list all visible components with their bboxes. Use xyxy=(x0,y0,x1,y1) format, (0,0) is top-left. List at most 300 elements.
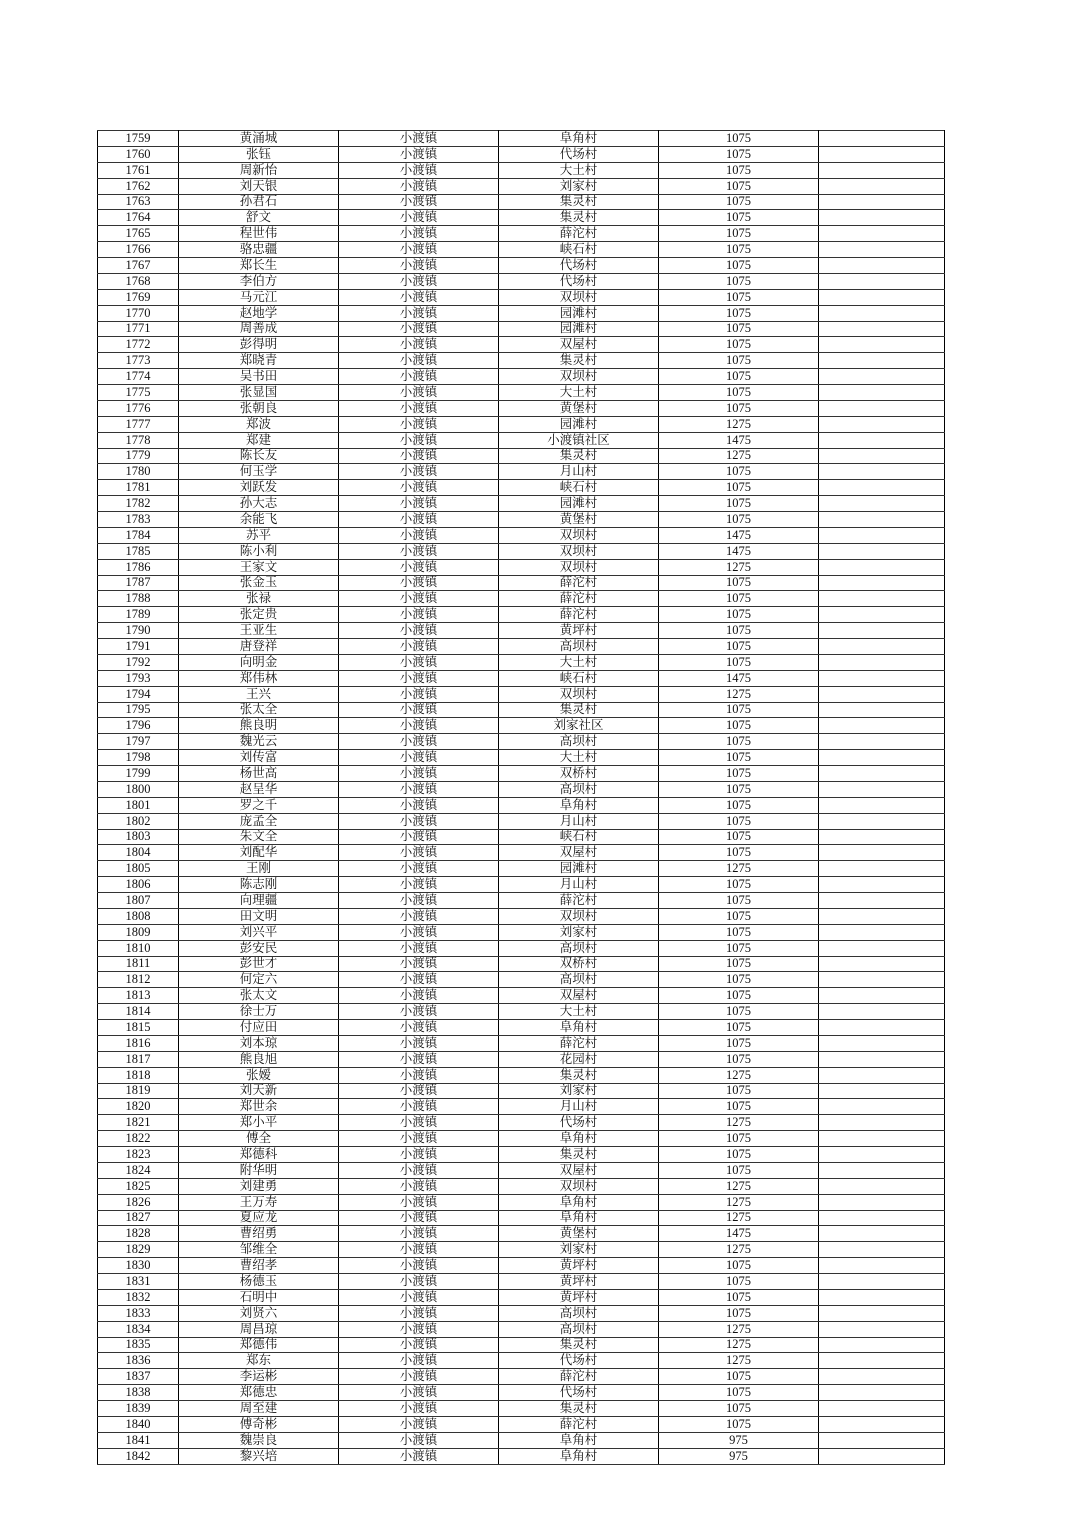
serial-cell: 1772 xyxy=(98,337,179,353)
blank-cell xyxy=(819,1020,945,1036)
serial-cell: 1815 xyxy=(98,1020,179,1036)
town-cell: 小渡镇 xyxy=(339,908,499,924)
amount-cell: 1075 xyxy=(659,718,819,734)
blank-cell xyxy=(819,385,945,401)
name-cell: 熊良旭 xyxy=(179,1051,339,1067)
name-cell: 彭世才 xyxy=(179,956,339,972)
serial-cell: 1795 xyxy=(98,702,179,718)
amount-cell: 1075 xyxy=(659,226,819,242)
table-row xyxy=(98,321,945,337)
amount-cell: 1275 xyxy=(659,416,819,432)
blank-cell xyxy=(819,226,945,242)
serial-cell: 1759 xyxy=(98,131,179,147)
village-cell: 黄堡村 xyxy=(499,1226,659,1242)
name-cell: 夏应龙 xyxy=(179,1210,339,1226)
village-cell: 集灵村 xyxy=(499,353,659,369)
amount-cell: 1075 xyxy=(659,1289,819,1305)
table-row xyxy=(98,877,945,893)
amount-cell: 1475 xyxy=(659,670,819,686)
blank-cell xyxy=(819,1321,945,1337)
serial-cell: 1766 xyxy=(98,242,179,258)
name-cell: 程世伟 xyxy=(179,226,339,242)
table-row xyxy=(98,305,945,321)
name-cell: 田文明 xyxy=(179,908,339,924)
amount-cell: 1075 xyxy=(659,289,819,305)
blank-cell xyxy=(819,337,945,353)
table-row xyxy=(98,1194,945,1210)
name-cell: 朱文全 xyxy=(179,829,339,845)
amount-cell: 1475 xyxy=(659,432,819,448)
name-cell: 吴书田 xyxy=(179,369,339,385)
town-cell: 小渡镇 xyxy=(339,924,499,940)
blank-cell xyxy=(819,289,945,305)
table-row xyxy=(98,861,945,877)
amount-cell: 1075 xyxy=(659,353,819,369)
blank-cell xyxy=(819,1353,945,1369)
town-cell: 小渡镇 xyxy=(339,1242,499,1258)
serial-cell: 1838 xyxy=(98,1385,179,1401)
town-cell: 小渡镇 xyxy=(339,448,499,464)
serial-cell: 1827 xyxy=(98,1210,179,1226)
blank-cell xyxy=(819,1162,945,1178)
village-cell: 峡石村 xyxy=(499,829,659,845)
amount-cell: 1275 xyxy=(659,686,819,702)
serial-cell: 1767 xyxy=(98,258,179,274)
village-cell: 双坝村 xyxy=(499,289,659,305)
serial-cell: 1812 xyxy=(98,972,179,988)
table-row xyxy=(98,1448,945,1464)
town-cell: 小渡镇 xyxy=(339,1194,499,1210)
name-cell: 向理疆 xyxy=(179,893,339,909)
name-cell: 黄涌城 xyxy=(179,131,339,147)
serial-cell: 1803 xyxy=(98,829,179,845)
name-cell: 何定六 xyxy=(179,972,339,988)
blank-cell xyxy=(819,861,945,877)
table-row xyxy=(98,623,945,639)
table-row xyxy=(98,131,945,147)
table-row xyxy=(98,1020,945,1036)
town-cell: 小渡镇 xyxy=(339,972,499,988)
blank-cell xyxy=(819,1401,945,1417)
town-cell: 小渡镇 xyxy=(339,781,499,797)
name-cell: 周善成 xyxy=(179,321,339,337)
village-cell: 阜角村 xyxy=(499,131,659,147)
village-cell: 月山村 xyxy=(499,877,659,893)
blank-cell xyxy=(819,1115,945,1131)
table-row xyxy=(98,734,945,750)
blank-cell xyxy=(819,670,945,686)
name-cell: 杨德玉 xyxy=(179,1274,339,1290)
serial-cell: 1801 xyxy=(98,797,179,813)
name-cell: 徐士万 xyxy=(179,1004,339,1020)
serial-cell: 1818 xyxy=(98,1067,179,1083)
village-cell: 高坝村 xyxy=(499,972,659,988)
name-cell: 郑德忠 xyxy=(179,1385,339,1401)
table-row xyxy=(98,893,945,909)
village-cell: 刘家村 xyxy=(499,1083,659,1099)
village-cell: 阜角村 xyxy=(499,1432,659,1448)
serial-cell: 1771 xyxy=(98,321,179,337)
town-cell: 小渡镇 xyxy=(339,1178,499,1194)
name-cell: 邹维全 xyxy=(179,1242,339,1258)
name-cell: 曹绍勇 xyxy=(179,1226,339,1242)
table-row xyxy=(98,448,945,464)
town-cell: 小渡镇 xyxy=(339,845,499,861)
table-row xyxy=(98,194,945,210)
village-cell: 大土村 xyxy=(499,385,659,401)
town-cell: 小渡镇 xyxy=(339,1353,499,1369)
town-cell: 小渡镇 xyxy=(339,273,499,289)
roster-table-body xyxy=(98,131,945,1465)
amount-cell: 1075 xyxy=(659,369,819,385)
amount-cell: 1475 xyxy=(659,1226,819,1242)
blank-cell xyxy=(819,956,945,972)
name-cell: 孙君石 xyxy=(179,194,339,210)
amount-cell: 1075 xyxy=(659,908,819,924)
blank-cell xyxy=(819,1305,945,1321)
amount-cell: 1075 xyxy=(659,750,819,766)
village-cell: 双屋村 xyxy=(499,337,659,353)
town-cell: 小渡镇 xyxy=(339,512,499,528)
serial-cell: 1824 xyxy=(98,1162,179,1178)
amount-cell: 1075 xyxy=(659,1274,819,1290)
blank-cell xyxy=(819,400,945,416)
name-cell: 刘本琼 xyxy=(179,1035,339,1051)
village-cell: 薛沱村 xyxy=(499,575,659,591)
village-cell: 薛沱村 xyxy=(499,893,659,909)
amount-cell: 1075 xyxy=(659,734,819,750)
town-cell: 小渡镇 xyxy=(339,131,499,147)
town-cell: 小渡镇 xyxy=(339,1162,499,1178)
serial-cell: 1839 xyxy=(98,1401,179,1417)
table-row xyxy=(98,432,945,448)
village-cell: 黄堡村 xyxy=(499,400,659,416)
town-cell: 小渡镇 xyxy=(339,734,499,750)
blank-cell xyxy=(819,1258,945,1274)
table-row xyxy=(98,1083,945,1099)
table-row xyxy=(98,908,945,924)
table-row xyxy=(98,464,945,480)
name-cell: 杨世高 xyxy=(179,766,339,782)
blank-cell xyxy=(819,527,945,543)
table-row xyxy=(98,146,945,162)
name-cell: 刘建勇 xyxy=(179,1178,339,1194)
village-cell: 黄坪村 xyxy=(499,1289,659,1305)
name-cell: 庞孟全 xyxy=(179,813,339,829)
table-row xyxy=(98,781,945,797)
amount-cell: 1075 xyxy=(659,893,819,909)
serial-cell: 1793 xyxy=(98,670,179,686)
blank-cell xyxy=(819,607,945,623)
name-cell: 王家文 xyxy=(179,559,339,575)
table-row xyxy=(98,1385,945,1401)
blank-cell xyxy=(819,908,945,924)
table-row xyxy=(98,1242,945,1258)
amount-cell: 1075 xyxy=(659,496,819,512)
serial-cell: 1762 xyxy=(98,178,179,194)
serial-cell: 1834 xyxy=(98,1321,179,1337)
blank-cell xyxy=(819,432,945,448)
serial-cell: 1808 xyxy=(98,908,179,924)
amount-cell: 1075 xyxy=(659,1035,819,1051)
amount-cell: 1275 xyxy=(659,1115,819,1131)
table-row xyxy=(98,797,945,813)
amount-cell: 1075 xyxy=(659,781,819,797)
amount-cell: 1075 xyxy=(659,813,819,829)
serial-cell: 1777 xyxy=(98,416,179,432)
town-cell: 小渡镇 xyxy=(339,258,499,274)
village-cell: 阜角村 xyxy=(499,1194,659,1210)
blank-cell xyxy=(819,1067,945,1083)
serial-cell: 1785 xyxy=(98,543,179,559)
table-row xyxy=(98,400,945,416)
amount-cell: 1075 xyxy=(659,210,819,226)
table-row xyxy=(98,639,945,655)
serial-cell: 1774 xyxy=(98,369,179,385)
village-cell: 园滩村 xyxy=(499,861,659,877)
table-row xyxy=(98,1067,945,1083)
town-cell: 小渡镇 xyxy=(339,432,499,448)
table-row xyxy=(98,1432,945,1448)
name-cell: 郑东 xyxy=(179,1353,339,1369)
village-cell: 双桥村 xyxy=(499,766,659,782)
town-cell: 小渡镇 xyxy=(339,480,499,496)
town-cell: 小渡镇 xyxy=(339,861,499,877)
table-row xyxy=(98,273,945,289)
amount-cell: 1075 xyxy=(659,766,819,782)
blank-cell xyxy=(819,273,945,289)
amount-cell: 1075 xyxy=(659,162,819,178)
amount-cell: 1075 xyxy=(659,1099,819,1115)
name-cell: 张显国 xyxy=(179,385,339,401)
town-cell: 小渡镇 xyxy=(339,893,499,909)
town-cell: 小渡镇 xyxy=(339,1258,499,1274)
table-row xyxy=(98,1210,945,1226)
table-row xyxy=(98,242,945,258)
amount-cell: 1075 xyxy=(659,1051,819,1067)
name-cell: 罗之千 xyxy=(179,797,339,813)
blank-cell xyxy=(819,1083,945,1099)
blank-cell xyxy=(819,480,945,496)
blank-cell xyxy=(819,1432,945,1448)
village-cell: 集灵村 xyxy=(499,702,659,718)
table-row xyxy=(98,1147,945,1163)
serial-cell: 1782 xyxy=(98,496,179,512)
table-row xyxy=(98,988,945,1004)
blank-cell xyxy=(819,940,945,956)
name-cell: 郑波 xyxy=(179,416,339,432)
table-row xyxy=(98,1401,945,1417)
amount-cell: 1075 xyxy=(659,1369,819,1385)
village-cell: 月山村 xyxy=(499,1099,659,1115)
name-cell: 张朝良 xyxy=(179,400,339,416)
amount-cell: 1075 xyxy=(659,1083,819,1099)
name-cell: 王万寿 xyxy=(179,1194,339,1210)
serial-cell: 1764 xyxy=(98,210,179,226)
amount-cell: 1275 xyxy=(659,1337,819,1353)
village-cell: 黄坪村 xyxy=(499,1258,659,1274)
amount-cell: 1075 xyxy=(659,480,819,496)
town-cell: 小渡镇 xyxy=(339,1432,499,1448)
blank-cell xyxy=(819,1226,945,1242)
town-cell: 小渡镇 xyxy=(339,559,499,575)
town-cell: 小渡镇 xyxy=(339,337,499,353)
serial-cell: 1786 xyxy=(98,559,179,575)
blank-cell xyxy=(819,1210,945,1226)
town-cell: 小渡镇 xyxy=(339,1210,499,1226)
town-cell: 小渡镇 xyxy=(339,194,499,210)
roster-table xyxy=(97,130,945,1465)
serial-cell: 1776 xyxy=(98,400,179,416)
blank-cell xyxy=(819,924,945,940)
serial-cell: 1810 xyxy=(98,940,179,956)
name-cell: 苏平 xyxy=(179,527,339,543)
blank-cell xyxy=(819,369,945,385)
table-row xyxy=(98,1289,945,1305)
town-cell: 小渡镇 xyxy=(339,1147,499,1163)
blank-cell xyxy=(819,162,945,178)
village-cell: 双屋村 xyxy=(499,1162,659,1178)
blank-cell xyxy=(819,1289,945,1305)
table-row xyxy=(98,1131,945,1147)
town-cell: 小渡镇 xyxy=(339,1131,499,1147)
amount-cell: 1075 xyxy=(659,940,819,956)
town-cell: 小渡镇 xyxy=(339,1226,499,1242)
town-cell: 小渡镇 xyxy=(339,1020,499,1036)
name-cell: 李运彬 xyxy=(179,1369,339,1385)
amount-cell: 1075 xyxy=(659,1416,819,1432)
serial-cell: 1796 xyxy=(98,718,179,734)
name-cell: 张钰 xyxy=(179,146,339,162)
name-cell: 刘跃发 xyxy=(179,480,339,496)
table-row xyxy=(98,258,945,274)
name-cell: 陈小利 xyxy=(179,543,339,559)
table-row xyxy=(98,575,945,591)
village-cell: 黄堡村 xyxy=(499,512,659,528)
amount-cell: 1275 xyxy=(659,559,819,575)
village-cell: 刘家村 xyxy=(499,924,659,940)
table-row xyxy=(98,1004,945,1020)
village-cell: 园滩村 xyxy=(499,321,659,337)
village-cell: 双屋村 xyxy=(499,845,659,861)
serial-cell: 1820 xyxy=(98,1099,179,1115)
town-cell: 小渡镇 xyxy=(339,1385,499,1401)
serial-cell: 1814 xyxy=(98,1004,179,1020)
table-row xyxy=(98,1162,945,1178)
village-cell: 峡石村 xyxy=(499,670,659,686)
village-cell: 黄坪村 xyxy=(499,623,659,639)
serial-cell: 1836 xyxy=(98,1353,179,1369)
village-cell: 刘家村 xyxy=(499,1242,659,1258)
blank-cell xyxy=(819,654,945,670)
serial-cell: 1773 xyxy=(98,353,179,369)
serial-cell: 1819 xyxy=(98,1083,179,1099)
table-row xyxy=(98,369,945,385)
town-cell: 小渡镇 xyxy=(339,670,499,686)
town-cell: 小渡镇 xyxy=(339,369,499,385)
table-row xyxy=(98,654,945,670)
amount-cell: 975 xyxy=(659,1448,819,1464)
table-row xyxy=(98,813,945,829)
village-cell: 黄坪村 xyxy=(499,1274,659,1290)
name-cell: 郑建 xyxy=(179,432,339,448)
serial-cell: 1791 xyxy=(98,639,179,655)
name-cell: 何玉学 xyxy=(179,464,339,480)
name-cell: 刘传富 xyxy=(179,750,339,766)
blank-cell xyxy=(819,766,945,782)
table-row xyxy=(98,1115,945,1131)
amount-cell: 1075 xyxy=(659,258,819,274)
table-row xyxy=(98,353,945,369)
blank-cell xyxy=(819,1448,945,1464)
table-row xyxy=(98,1258,945,1274)
town-cell: 小渡镇 xyxy=(339,1416,499,1432)
serial-cell: 1794 xyxy=(98,686,179,702)
serial-cell: 1768 xyxy=(98,273,179,289)
blank-cell xyxy=(819,877,945,893)
town-cell: 小渡镇 xyxy=(339,591,499,607)
serial-cell: 1841 xyxy=(98,1432,179,1448)
village-cell: 集灵村 xyxy=(499,1401,659,1417)
town-cell: 小渡镇 xyxy=(339,1067,499,1083)
blank-cell xyxy=(819,1131,945,1147)
serial-cell: 1837 xyxy=(98,1369,179,1385)
serial-cell: 1829 xyxy=(98,1242,179,1258)
serial-cell: 1790 xyxy=(98,623,179,639)
name-cell: 周昌琼 xyxy=(179,1321,339,1337)
village-cell: 双坝村 xyxy=(499,543,659,559)
name-cell: 陈长友 xyxy=(179,448,339,464)
town-cell: 小渡镇 xyxy=(339,1115,499,1131)
town-cell: 小渡镇 xyxy=(339,829,499,845)
name-cell: 周至建 xyxy=(179,1401,339,1417)
town-cell: 小渡镇 xyxy=(339,1305,499,1321)
blank-cell xyxy=(819,1274,945,1290)
town-cell: 小渡镇 xyxy=(339,623,499,639)
table-row xyxy=(98,1416,945,1432)
town-cell: 小渡镇 xyxy=(339,416,499,432)
table-row xyxy=(98,496,945,512)
town-cell: 小渡镇 xyxy=(339,1274,499,1290)
serial-cell: 1802 xyxy=(98,813,179,829)
village-cell: 双坝村 xyxy=(499,686,659,702)
name-cell: 骆忠疆 xyxy=(179,242,339,258)
table-row xyxy=(98,385,945,401)
town-cell: 小渡镇 xyxy=(339,877,499,893)
town-cell: 小渡镇 xyxy=(339,639,499,655)
village-cell: 刘家社区 xyxy=(499,718,659,734)
name-cell: 郑小平 xyxy=(179,1115,339,1131)
name-cell: 张金玉 xyxy=(179,575,339,591)
amount-cell: 975 xyxy=(659,1432,819,1448)
serial-cell: 1775 xyxy=(98,385,179,401)
table-row xyxy=(98,178,945,194)
table-row xyxy=(98,416,945,432)
serial-cell: 1822 xyxy=(98,1131,179,1147)
village-cell: 薛沱村 xyxy=(499,1035,659,1051)
name-cell: 彭得明 xyxy=(179,337,339,353)
table-row xyxy=(98,972,945,988)
blank-cell xyxy=(819,639,945,655)
blank-cell xyxy=(819,131,945,147)
blank-cell xyxy=(819,258,945,274)
name-cell: 刘配华 xyxy=(179,845,339,861)
name-cell: 郑德科 xyxy=(179,1147,339,1163)
serial-cell: 1769 xyxy=(98,289,179,305)
blank-cell xyxy=(819,1051,945,1067)
table-row xyxy=(98,829,945,845)
amount-cell: 1075 xyxy=(659,1020,819,1036)
